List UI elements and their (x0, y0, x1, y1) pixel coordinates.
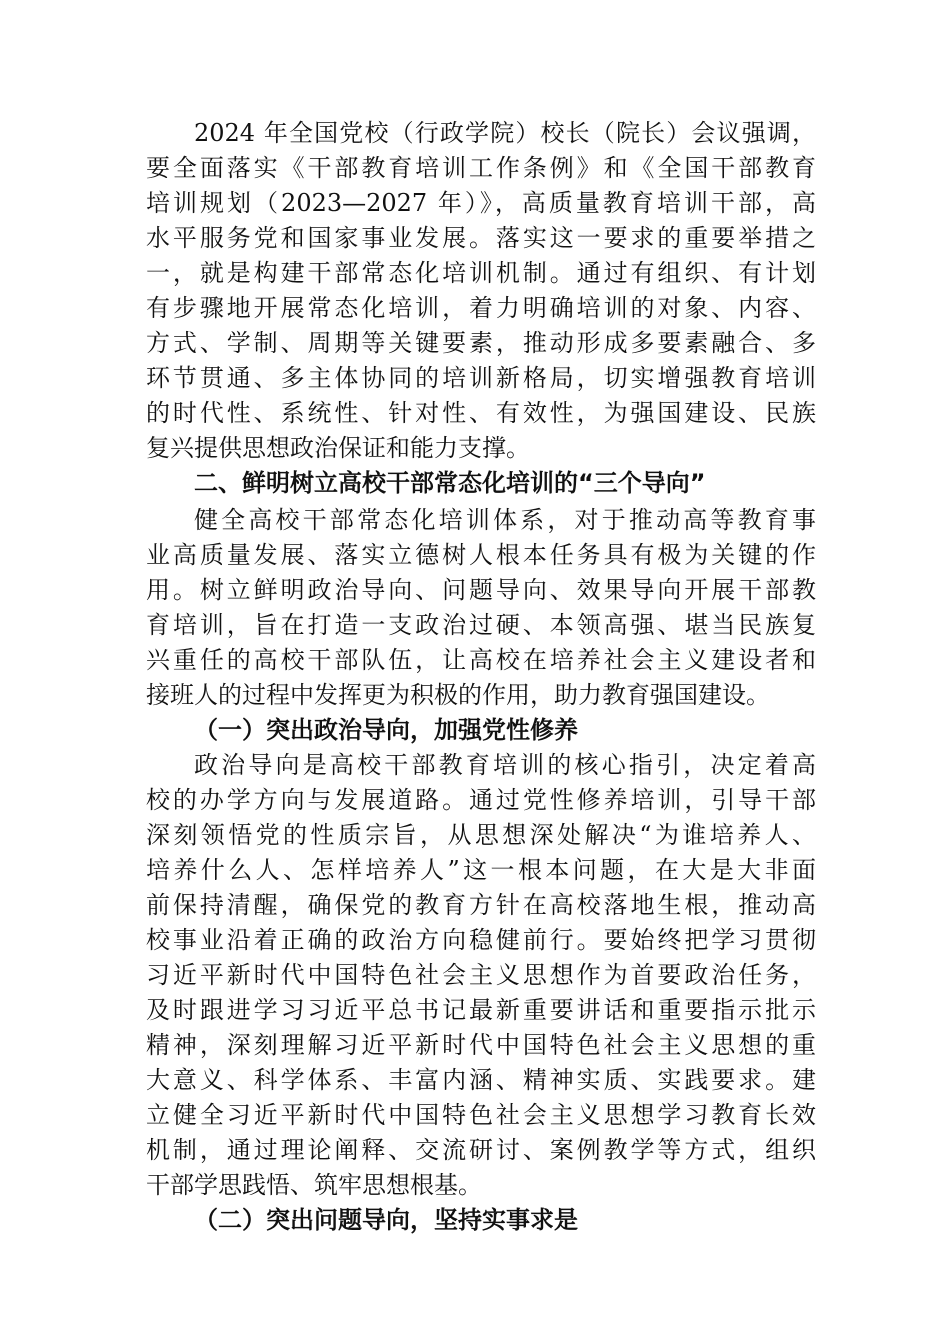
paragraph-1-line-5: 一，就是构建干部常态化培训机制。通过有组织、有计划 (146, 259, 816, 287)
paragraph-2-line-6: 接班人的过程中发挥更为积极的作用，助力教育强国建设。 (146, 681, 770, 709)
paragraph-3-line-5: 前保持清醒，确保党的教育方针在高校落地生根，推动高 (146, 891, 816, 919)
paragraph-3-line-9: 精神，深刻理解习近平新时代中国特色社会主义思想的重 (146, 1031, 816, 1059)
paragraph-3-line-2: 校的办学方向与发展道路。通过党性修养培训，引导干部 (146, 786, 816, 814)
paragraph-1-line-1: 2024 年全国党校（行政学院）校长（院长）会议强调， (194, 119, 816, 147)
paragraph-3-line-12: 机制，通过理论阐释、交流研讨、案例教学等方式，组织 (146, 1136, 816, 1164)
paragraph-3-line-8: 及时跟进学习习近平总书记最新重要讲话和重要指示批示 (146, 996, 816, 1024)
paragraph-2-line-1: 健全高校干部常态化培训体系，对于推动高等教育事 (194, 506, 816, 534)
paragraph-2-line-3: 用。树立鲜明政治导向、问题导向、效果导向开展干部教 (146, 576, 816, 604)
paragraph-3-line-1: 政治导向是高校干部教育培训的核心指引，决定着高 (194, 751, 816, 779)
paragraph-3-line-10: 大意义、科学体系、丰富内涵、精神实质、实践要求。建 (146, 1066, 816, 1094)
paragraph-2-line-4: 育培训，旨在打造一支政治过硬、本领高强、堪当民族复 (146, 611, 816, 639)
paragraph-1-line-9: 的时代性、系统性、针对性、有效性，为强国建设、民族 (146, 399, 816, 427)
paragraph-3-line-7: 习近平新时代中国特色社会主义思想作为首要政治任务， (146, 961, 816, 989)
paragraph-3-line-3: 深刻领悟党的性质宗旨，从思想深处解决“为谁培养人、 (146, 821, 816, 849)
section-heading-2: 二、鲜明树立高校干部常态化培训的“三个导向” (194, 469, 706, 497)
subsection-heading-2: （二）突出问题导向，坚持实事求是 (194, 1205, 578, 1234)
paragraph-3-line-13: 干部学思践悟、筑牢思想根基。 (146, 1171, 482, 1199)
paragraph-2-line-2: 业高质量发展、落实立德树人根本任务具有极为关键的作 (146, 541, 816, 569)
paragraph-3-line-6: 校事业沿着正确的政治方向稳健前行。要始终把学习贯彻 (146, 926, 816, 954)
paragraph-3-line-11: 立健全习近平新时代中国特色社会主义思想学习教育长效 (146, 1101, 816, 1129)
paragraph-1-line-2: 要全面落实《干部教育培训工作条例》和《全国干部教育 (146, 154, 816, 182)
paragraph-1-line-4: 水平服务党和国家事业发展。落实这一要求的重要举措之 (146, 224, 816, 252)
subsection-heading-1: （一）突出政治导向，加强党性修养 (194, 715, 578, 744)
paragraph-1-line-10: 复兴提供思想政治保证和能力支撑。 (146, 434, 530, 462)
paragraph-2-line-5: 兴重任的高校干部队伍，让高校在培养社会主义建设者和 (146, 646, 816, 674)
paragraph-1-line-3: 培训规划（2023—2027 年）》，高质量教育培训干部，高 (146, 189, 816, 217)
paragraph-3-line-4: 培养什么人、怎样培养人”这一根本问题，在大是大非面 (146, 856, 816, 884)
paragraph-1-line-7: 方式、学制、周期等关键要素，推动形成多要素融合、多 (146, 329, 816, 357)
paragraph-1-line-6: 有步骤地开展常态化培训，着力明确培训的对象、内容、 (146, 294, 816, 322)
paragraph-1-line-8: 环节贯通、多主体协同的培训新格局，切实增强教育培训 (146, 364, 816, 392)
